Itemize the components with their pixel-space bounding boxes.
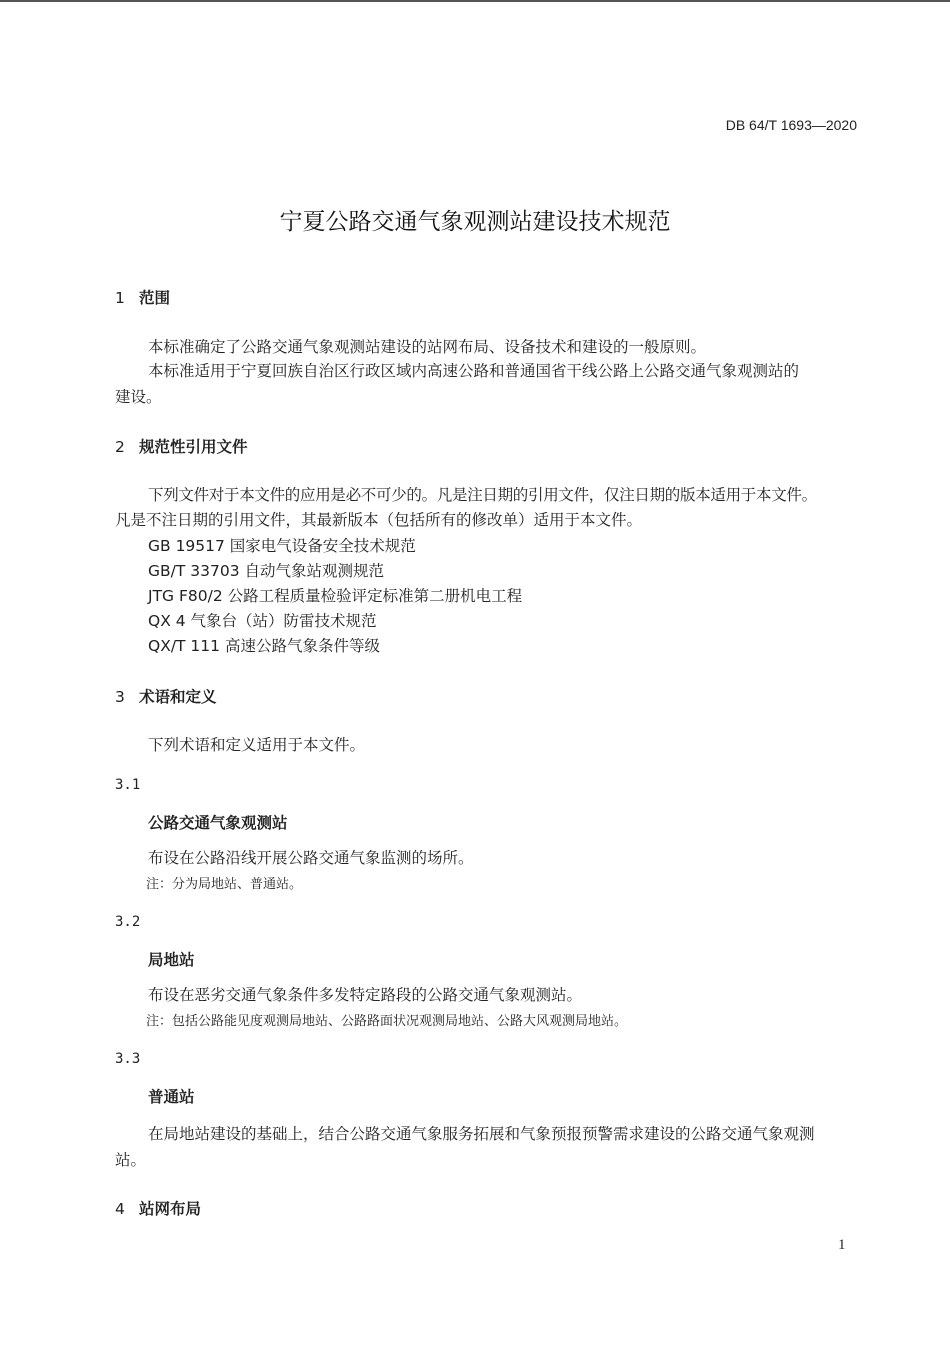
term-definition: 在局地站建设的基础上，结合公路交通气象服务拓展和气象预报预警需求建设的公路交通气象观测 [148,1125,815,1143]
term-title: 公路交通气象观测站 [148,814,288,832]
section-number: 3 [115,688,125,706]
reference-item: GB/T 33703 自动气象站观测规范 [148,562,384,580]
paragraph: 本标准适用于宁夏回族自治区行政区域内高速公路和普通国省干线公路上公路交通气象观测站的 [148,362,800,380]
section-title: 范围 [139,289,171,307]
term-title: 普通站 [148,1088,195,1106]
reference-item: QX 4 气象台（站）防雷技术规范 [148,612,377,630]
paragraph: 下列文件对于本文件的应用是必不可少的。凡是注日期的引用文件，仅注日期的版本适用于本文件。 [148,486,817,504]
paragraph: 下列术语和定义适用于本文件。 [148,736,366,754]
term-note: 注：包括公路能见度观测局地站、公路路面状况观测局地站、公路大风观测局地站。 [146,1014,628,1029]
section-title: 站网布局 [139,1200,202,1218]
reference-item: GB 19517 国家电气设备安全技术规范 [148,537,416,555]
section-number: 1 [115,289,125,307]
paragraph: 建设。 [115,388,162,406]
section-title: 术语和定义 [139,688,217,706]
section-1-heading [115,289,170,307]
page-title: 宁夏公路交通气象观测站建设技术规范 [279,209,671,235]
section-2-heading [115,438,248,456]
paragraph: 本标准确定了公路交通气象观测站建设的站网布局、设备技术和建设的一般原则。 [148,338,707,356]
page-number: 1 [838,1237,846,1253]
term-number: 3.3 [115,1051,141,1067]
paragraph: 凡是不注日期的引用文件，其最新版本（包括所有的修改单）适用于本文件。 [115,511,643,529]
term-definition: 布设在公路沿线开展公路交通气象监测的场所。 [148,849,474,867]
term-number: 3.1 [115,777,141,793]
term-definition: 布设在恶劣交通气象条件多发特定路段的公路交通气象观测站。 [148,986,583,1004]
term-title: 局地站 [148,951,195,969]
term-definition: 站。 [115,1151,147,1169]
reference-item: QX/T 111 高速公路气象条件等级 [148,637,380,655]
section-title: 规范性引用文件 [139,438,248,456]
section-number: 2 [115,438,125,456]
section-3-heading [115,688,217,706]
reference-item: JTG F80/2 公路工程质量检验评定标准第二册机电工程 [148,587,523,605]
scan-top-border [0,0,950,2]
term-note: 注：分为局地站、普通站。 [146,877,303,892]
term-number: 3.2 [115,914,141,930]
section-number: 4 [115,1200,125,1218]
section-4-heading [115,1200,201,1218]
document-number: DB 64/T 1693—2020 [725,117,857,133]
